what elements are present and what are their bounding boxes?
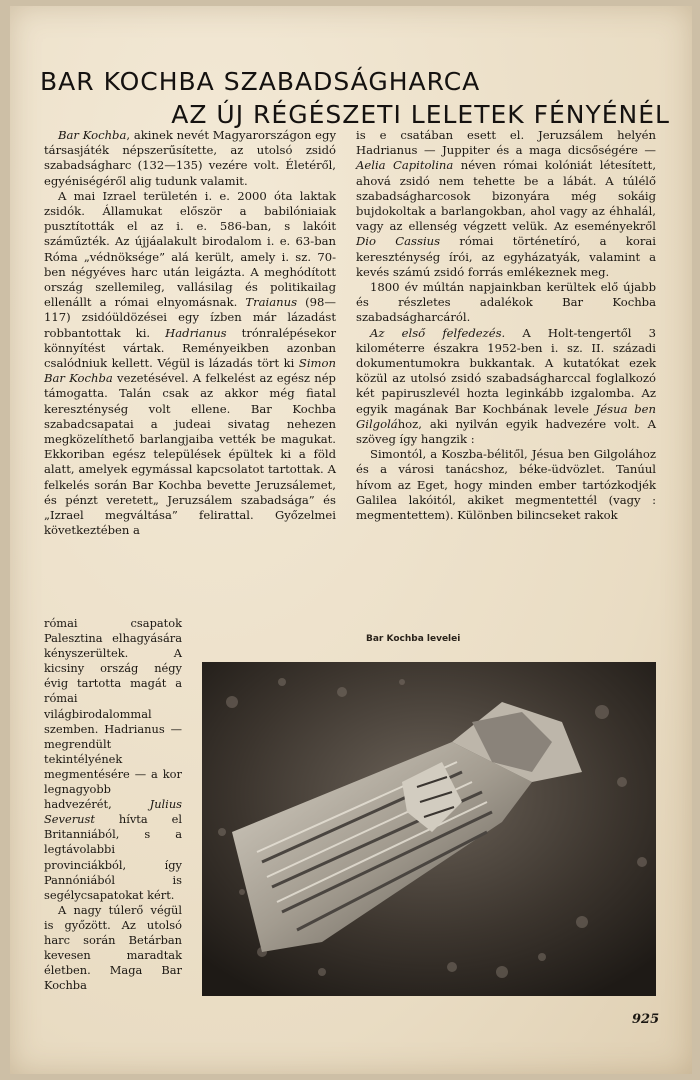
article-title [30, 65, 672, 131]
photo-bar-kochba-letters [202, 662, 656, 996]
photo-caption: Bar Kochba levelei [366, 634, 461, 644]
name-simon-bar-kochba: Simon Bar Kochba [44, 356, 336, 386]
name-traianus: Traianus [245, 295, 298, 310]
column-right [356, 128, 656, 523]
paragraph-roman-retreat: római csapatok Palesztina elhagyására kényszerültek. A kicsiny ország négy évig tartotta magát a római világbirodalommal szemben. Hadrianus — megrendült tekintélyének megmentésére — a kor legnagyobb hadvezérét, Julius Severust hívta el Britanniából, s a legtávolabbi provinciákból, így Pannóniából is segélycsapatokat kért. [44, 616, 182, 902]
paragraph-1800-years: 1800 év múltán napjainkban kerültek elő újabb és részletes adalékok Bar Kochba szabadságharcáról. [356, 280, 656, 325]
name-hadrianus: Hadrianus [165, 325, 227, 340]
name-julius-severus: Julius Severust [44, 797, 182, 827]
name-jesua: Jésua ben Gilgolá [356, 401, 657, 431]
paragraph-first-discovery: Az első felfedezés. A Holt-tengertől 3 kilométerre északra 1952-ben i. sz. II. századi dokumentumokra bukkantak. A kutatókat ezek közül az utolsó zsidó szabadságharccal foglalkozó két papiruszlevél hozta leginkább izgalomba. Az egyik magának Bar Kochbának levele Jésua ben Gilgolához, aki nyilván egyik hadvezére volt. A szöveg így hangzik : [356, 325, 657, 447]
page-number: 925 [632, 1012, 660, 1027]
paragraph-intro: Bar Kochba, akinek nevét Magyarországon egy társasjáték népszerűsítette, az utolsó zsidó szabadságharc (132—135) vezére volt. Életéről, egyéniségéről alig tudunk valamit. [44, 128, 336, 188]
column-left [44, 128, 336, 538]
column-left-narrow [44, 616, 182, 993]
subheading-first-discovery: Az első felfedezés. [370, 325, 506, 340]
title-line-2: AZ ÚJ RÉGÉSZETI LELETEK FÉNYÉNÉL [171, 99, 670, 129]
paragraph-history: A mai Izrael területén i. e. 2000 óta laktak zsidók. Államukat először a babilóniaiak pusztították el az i. e. 586-ban, s lakóit száműzték. Az újjáalakult birodalom i. e. 63-ban Róma „védnöksége” alá került, amely i. sz. 70-ben négyéves harc után leigázta. A meghódított ország szellemileg, vallásilag és politikailag ellenállt a római elnyomásnak. Traianus (98—117) zsidóüldözései egy ízben már lázadást robbantottak ki. Hadrianus trónralépésekor könnyítést vártak. Reményeikben azonban csalódniuk kellett. Végül is lázadás tört ki Simon Bar Kochba vezetésével. A felkelést az egész nép támogatta. Talán csak az akkor még fiatal kereszténység volt ellene. Bar Kochba szabadcsapatai a judeai sivatag nehezen megközelíthető barlangjaiba vették be magukat. Ekkoriban egész települések épültek ki a föld alatt, amelyek egymással kapcsolatot tartottak. A felkelés során Bar Kochba bevette Jeruzsálemet, és pénzt veretett„ Jeruzsálem szabadsága” és „Izrael megváltása” felirattal. Győzelmei következtében a [44, 188, 336, 538]
photo-papyrus-bundle-image [202, 662, 656, 996]
paragraph-letter-text: Simontól, a Koszba-bélitől, Jésua ben Gilgolához és a városi tanácshoz, béke-üdvözlet. Tanúul hívom az Eget, hogy minden ember tartózkodjék Galilea lakóitól, akiket megmentettél (vagy : megmentettem). Különben bilincseket rakok [356, 447, 656, 523]
name-bar-kochba: Bar Kochba [58, 128, 127, 142]
name-aelia-capitolina: Aelia Capitolina [356, 158, 454, 173]
paragraph-final-battle: A nagy túlerő végül is győzött. Az utolsó harc során Betárban kevesen maradtak életben. Maga Bar Kochba [44, 902, 182, 993]
title-line-1: BAR KOCHBA SZABADSÁGHARCA [40, 66, 481, 96]
magazine-page [10, 6, 692, 1074]
name-dio-cassius: Dio Cassius [356, 234, 441, 249]
paragraph-aelia: is e csatában esett el. Jeruzsálem helyén Hadrianus — Juppiter és a maga dicsőségére — Aelia Capitolina néven római kolóniát létesített, ahová zsidó nem tehette be a lábát. A túlélő szabadságharcosok bizonyára még sokáig bujdokoltak a barlangokban, ahol vagy az éhhalál, vagy az ellenség végzett velük. Az eseményekről Dio Cassius római történetíró, a korai kereszténység írói, az egyházatyák, valamint a kevés számú zsidó forrás emlékeznek meg. [356, 128, 657, 279]
